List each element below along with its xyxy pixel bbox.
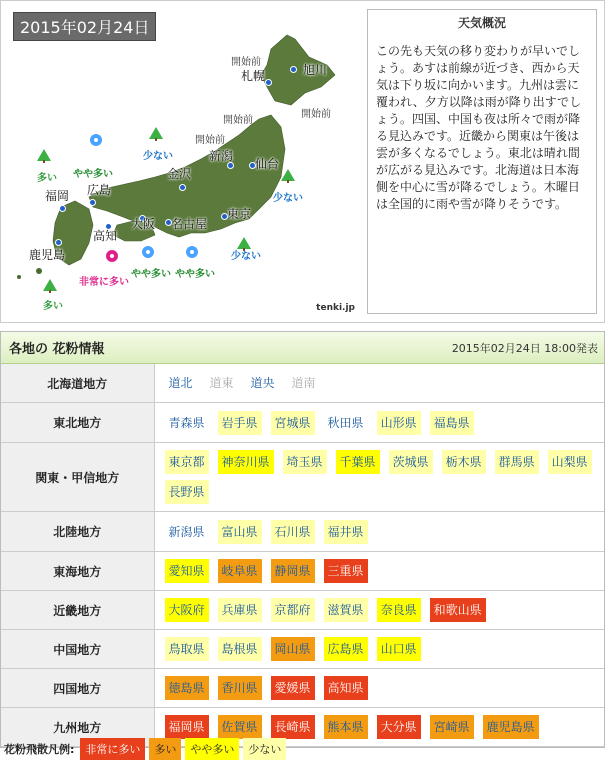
pollen-region-row <box>1 669 604 708</box>
city-label-hiroshima[interactable]: 広島 <box>87 183 112 197</box>
prefecture-link[interactable]: 岡山県 <box>271 637 315 661</box>
prefecture-link[interactable]: 岩手県 <box>218 411 262 435</box>
prefecture-link[interactable]: 富山県 <box>218 520 262 544</box>
region-name: 東海地方 <box>1 552 154 591</box>
pollen-level-label: やや多い <box>131 269 171 280</box>
prefecture-link[interactable]: 香川県 <box>218 676 262 700</box>
prefecture-link[interactable]: 道東 <box>209 376 234 390</box>
region-prefectures <box>154 630 604 669</box>
region-prefectures <box>154 669 604 708</box>
region-prefectures <box>154 512 604 552</box>
pollen-region-row <box>1 630 604 669</box>
pollen-level-label: やや多い <box>73 169 113 180</box>
map-date-label: 2015年02月24日 <box>13 12 156 41</box>
prefecture-link[interactable]: 宮城県 <box>271 411 315 435</box>
city-label-kagoshima[interactable]: 鹿児島 <box>29 248 66 262</box>
legend-some: やや多い <box>185 738 239 760</box>
summary-text: この先も天気の移り変わりが早いでしょう。あすは前線が近づき、西から天気は下り坂に向かいます。九州は雲に覆われ、夕方以降は雨が降り出すでしょう。四国、中国も夜は所々で雨が降る見込みです。近畿から関東は午後は雲が多くなるでしょう。東北は晴れ間が広がる見込みです。北海道は日本海側を中心に雪が降るでしょう。木曜日は全国的に雨や雪が降りそうです。 <box>376 44 582 211</box>
city-dot-sapporo[interactable] <box>265 79 272 86</box>
prefecture-link[interactable]: 長崎県 <box>271 715 315 739</box>
city-label-nagoya[interactable]: 名古屋 <box>171 217 208 231</box>
prefecture-link[interactable]: 新潟県 <box>168 524 205 539</box>
city-label-niigata[interactable]: 新潟 <box>209 149 234 163</box>
prefecture-link[interactable]: 島根県 <box>218 637 262 661</box>
region-name: 東北地方 <box>1 403 154 443</box>
prefecture-link[interactable]: 福岡県 <box>165 715 209 739</box>
prefecture-link[interactable]: 埼玉県 <box>283 450 327 474</box>
city-label-tokyo[interactable]: 東京 <box>227 207 252 221</box>
city-label-sendai[interactable]: 仙台 <box>255 157 280 171</box>
pollen-table <box>1 364 604 747</box>
city-label-sapporo[interactable]: 札幌 <box>241 69 266 83</box>
region-name: 九州地方 <box>1 708 154 747</box>
prefecture-link[interactable]: 群馬県 <box>495 450 539 474</box>
prefecture-link[interactable]: 広島県 <box>324 637 368 661</box>
city-dot-kagoshima[interactable] <box>55 239 62 246</box>
prefecture-link[interactable]: 高知県 <box>324 676 368 700</box>
pollen-level-label: 少ない <box>231 251 261 262</box>
pollen-flower-icon <box>89 133 103 147</box>
pollen-region-row <box>1 403 604 443</box>
prefecture-link[interactable]: 和歌山県 <box>430 598 486 622</box>
pollen-header <box>1 332 604 364</box>
pollen-tree-icon <box>43 279 57 293</box>
prefecture-link[interactable]: 山梨県 <box>548 450 592 474</box>
region-name: 中国地方 <box>1 630 154 669</box>
city-label-fukuoka[interactable]: 福岡 <box>45 189 70 203</box>
region-prefectures <box>154 443 604 512</box>
legend-very-many: 非常に多い <box>80 738 145 760</box>
prefecture-link[interactable]: 千葉県 <box>336 450 380 474</box>
prefecture-link[interactable]: 大阪府 <box>165 598 209 622</box>
opening-label: 開始前 <box>195 135 225 146</box>
prefecture-link[interactable]: 京都府 <box>271 598 315 622</box>
pollen-region-row <box>1 591 604 630</box>
prefecture-link[interactable]: 長野県 <box>165 480 209 504</box>
opening-label: 開始前 <box>223 115 253 126</box>
pollen-region-row <box>1 364 604 403</box>
prefecture-link[interactable]: 岐阜県 <box>218 559 262 583</box>
region-name: 近畿地方 <box>1 591 154 630</box>
prefecture-link[interactable]: 愛知県 <box>165 559 209 583</box>
japan-map[interactable] <box>9 9 359 315</box>
prefecture-link[interactable]: 茨城県 <box>389 450 433 474</box>
pollen-flower-icon <box>105 249 119 263</box>
pollen-region-row <box>1 512 604 552</box>
prefecture-link[interactable]: 福井県 <box>324 520 368 544</box>
region-name: 四国地方 <box>1 669 154 708</box>
weather-top-panel <box>0 0 605 323</box>
prefecture-link[interactable]: 佐賀県 <box>218 715 262 739</box>
prefecture-link[interactable]: 栃木県 <box>442 450 486 474</box>
pollen-tree-icon <box>149 127 163 141</box>
city-label-kanazawa[interactable]: 金沢 <box>167 167 192 181</box>
prefecture-link[interactable]: 鳥取県 <box>165 637 209 661</box>
legend-many: 多い <box>149 738 181 760</box>
city-dot-kanazawa[interactable] <box>179 184 186 191</box>
pollen-level-label: 非常に多い <box>79 277 129 288</box>
prefecture-link[interactable]: 神奈川県 <box>218 450 274 474</box>
legend-label: 花粉飛散凡例: <box>4 743 75 756</box>
region-prefectures <box>154 591 604 630</box>
opening-label: 開始前 <box>301 109 331 120</box>
prefecture-link[interactable]: 道南 <box>291 376 316 390</box>
prefecture-link[interactable]: 山口県 <box>377 637 421 661</box>
prefecture-link[interactable]: 静岡県 <box>271 559 315 583</box>
pollen-issued-time: 2015年02月24日 18:00発表 <box>451 341 598 355</box>
prefecture-link[interactable]: 秋田県 <box>327 415 364 430</box>
prefecture-link[interactable]: 徳島県 <box>165 676 209 700</box>
city-label-asahikawa[interactable]: 旭川 <box>303 63 328 77</box>
pollen-title: 各地の 花粉情報 <box>9 342 105 357</box>
pollen-tree-icon <box>37 149 51 163</box>
prefecture-link[interactable]: 大分県 <box>377 715 421 739</box>
summary-title: 天気概況 <box>457 16 506 30</box>
city-label-osaka[interactable]: 大阪 <box>131 217 156 231</box>
pollen-level-label: 少ない <box>143 151 173 162</box>
city-dot-fukuoka[interactable] <box>59 205 66 212</box>
city-dot-asahikawa[interactable] <box>290 66 297 73</box>
weather-summary <box>367 9 597 314</box>
prefecture-link[interactable]: 滋賀県 <box>324 598 368 622</box>
pollen-info-section <box>0 331 605 748</box>
region-prefectures <box>154 403 604 443</box>
city-label-kochi[interactable]: 高知 <box>93 229 118 243</box>
prefecture-link[interactable]: 兵庫県 <box>218 598 262 622</box>
pollen-region-row <box>1 443 604 512</box>
city-dot-hiroshima[interactable] <box>89 199 96 206</box>
prefecture-link[interactable]: 奈良県 <box>377 598 421 622</box>
region-name: 北陸地方 <box>1 512 154 552</box>
prefecture-link[interactable]: 石川県 <box>271 520 315 544</box>
pollen-tree-icon <box>281 169 295 183</box>
pollen-flower-icon <box>141 245 155 259</box>
pollen-level-label: 多い <box>37 173 57 184</box>
prefecture-link[interactable]: 道北 <box>168 376 193 390</box>
legend-few: 少ない <box>243 738 286 760</box>
prefecture-link[interactable]: 鹿児島県 <box>483 715 539 739</box>
pollen-region-row <box>1 552 604 591</box>
pollen-legend <box>4 737 290 761</box>
prefecture-link[interactable]: 熊本県 <box>324 715 368 739</box>
region-prefectures <box>154 364 604 403</box>
pollen-level-label: 多い <box>43 301 63 312</box>
prefecture-link[interactable]: 東京都 <box>165 450 209 474</box>
prefecture-link[interactable]: 愛媛県 <box>271 676 315 700</box>
region-prefectures <box>154 552 604 591</box>
prefecture-link[interactable]: 道央 <box>250 376 275 390</box>
prefecture-link[interactable]: 三重県 <box>324 559 368 583</box>
region-name: 北海道地方 <box>1 364 154 403</box>
map-credit: tenki.jp <box>316 303 355 313</box>
pollen-flower-icon <box>185 245 199 259</box>
prefecture-link[interactable]: 山形県 <box>377 411 421 435</box>
prefecture-link[interactable]: 宮崎県 <box>430 715 474 739</box>
prefecture-link[interactable]: 青森県 <box>168 415 205 430</box>
pollen-level-label: やや多い <box>175 269 215 280</box>
prefecture-link[interactable]: 福島県 <box>430 411 474 435</box>
opening-label: 開始前 <box>231 57 261 68</box>
region-name: 関東・甲信地方 <box>1 443 154 512</box>
pollen-level-label: 少ない <box>273 193 303 204</box>
